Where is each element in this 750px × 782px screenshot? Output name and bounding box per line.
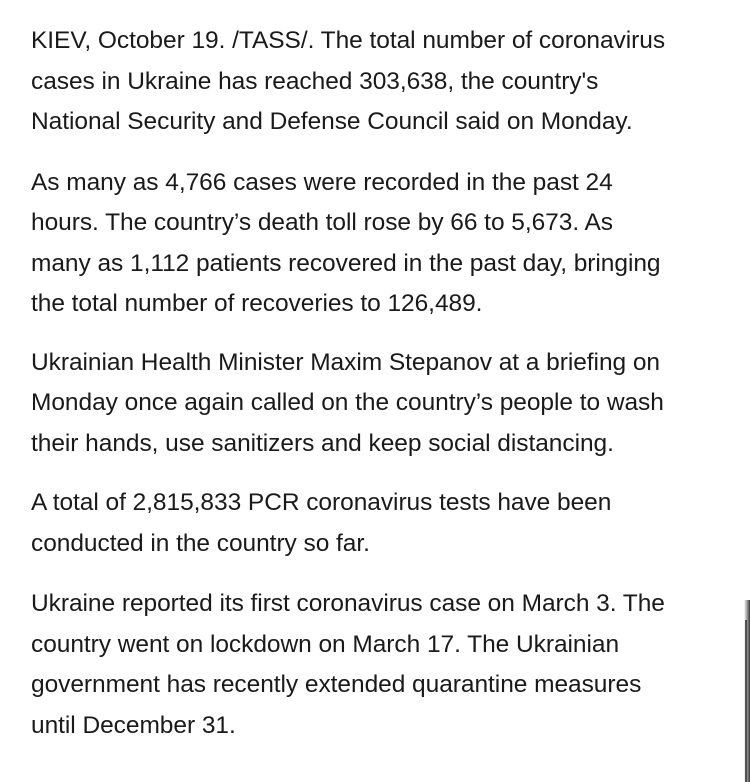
paragraph-line: hours. The country’s death toll rose by 66 to 5,673. As [31,209,613,236]
paragraph-line: Ukrainian Health Minister Maxim Stepanov at a briefing on [31,348,661,376]
paragraph-line: Monday once again called on the country’s people to wash [31,389,664,416]
screen-edge-line [745,620,747,782]
paragraph-line: cases in Ukraine has reached 303,638, the country's [31,67,599,95]
paragraph-line: their hands, use sanitizers and keep social distancing. [31,429,614,457]
paragraph-line: Ukraine reported its first coronavirus case on March 3. The [31,590,665,617]
article-body [31,21,731,766]
paragraph-3 [31,343,731,465]
paragraph-line: As many as 4,766 cases were recorded in the past 24 [31,168,613,196]
paragraph-line: KIEV, October 19. /TASS/. The total number of coronavirus [31,27,666,54]
paragraph-line: A total of 2,815,833 PCR coronavirus tests have been [31,489,612,516]
paragraph-4 [31,483,731,564]
paragraph-line: government has recently extended quarantine measures [31,671,642,698]
paragraph-line: National Security and Defense Council said on Monday. [31,108,633,135]
paragraph-line: the total number of recoveries to 126,489. [31,290,483,317]
paragraph-1 [31,21,731,143]
paragraph-2 [31,163,731,325]
paragraph-line: many as 1,112 patients recovered in the past day, bringing [31,249,661,277]
paragraph-line: until December 31. [31,711,236,739]
paragraph-5 [31,584,731,746]
paragraph-line: country went on lockdown on March 17. The Ukrainian [31,630,620,658]
paragraph-line: conducted in the country so far. [31,529,370,557]
